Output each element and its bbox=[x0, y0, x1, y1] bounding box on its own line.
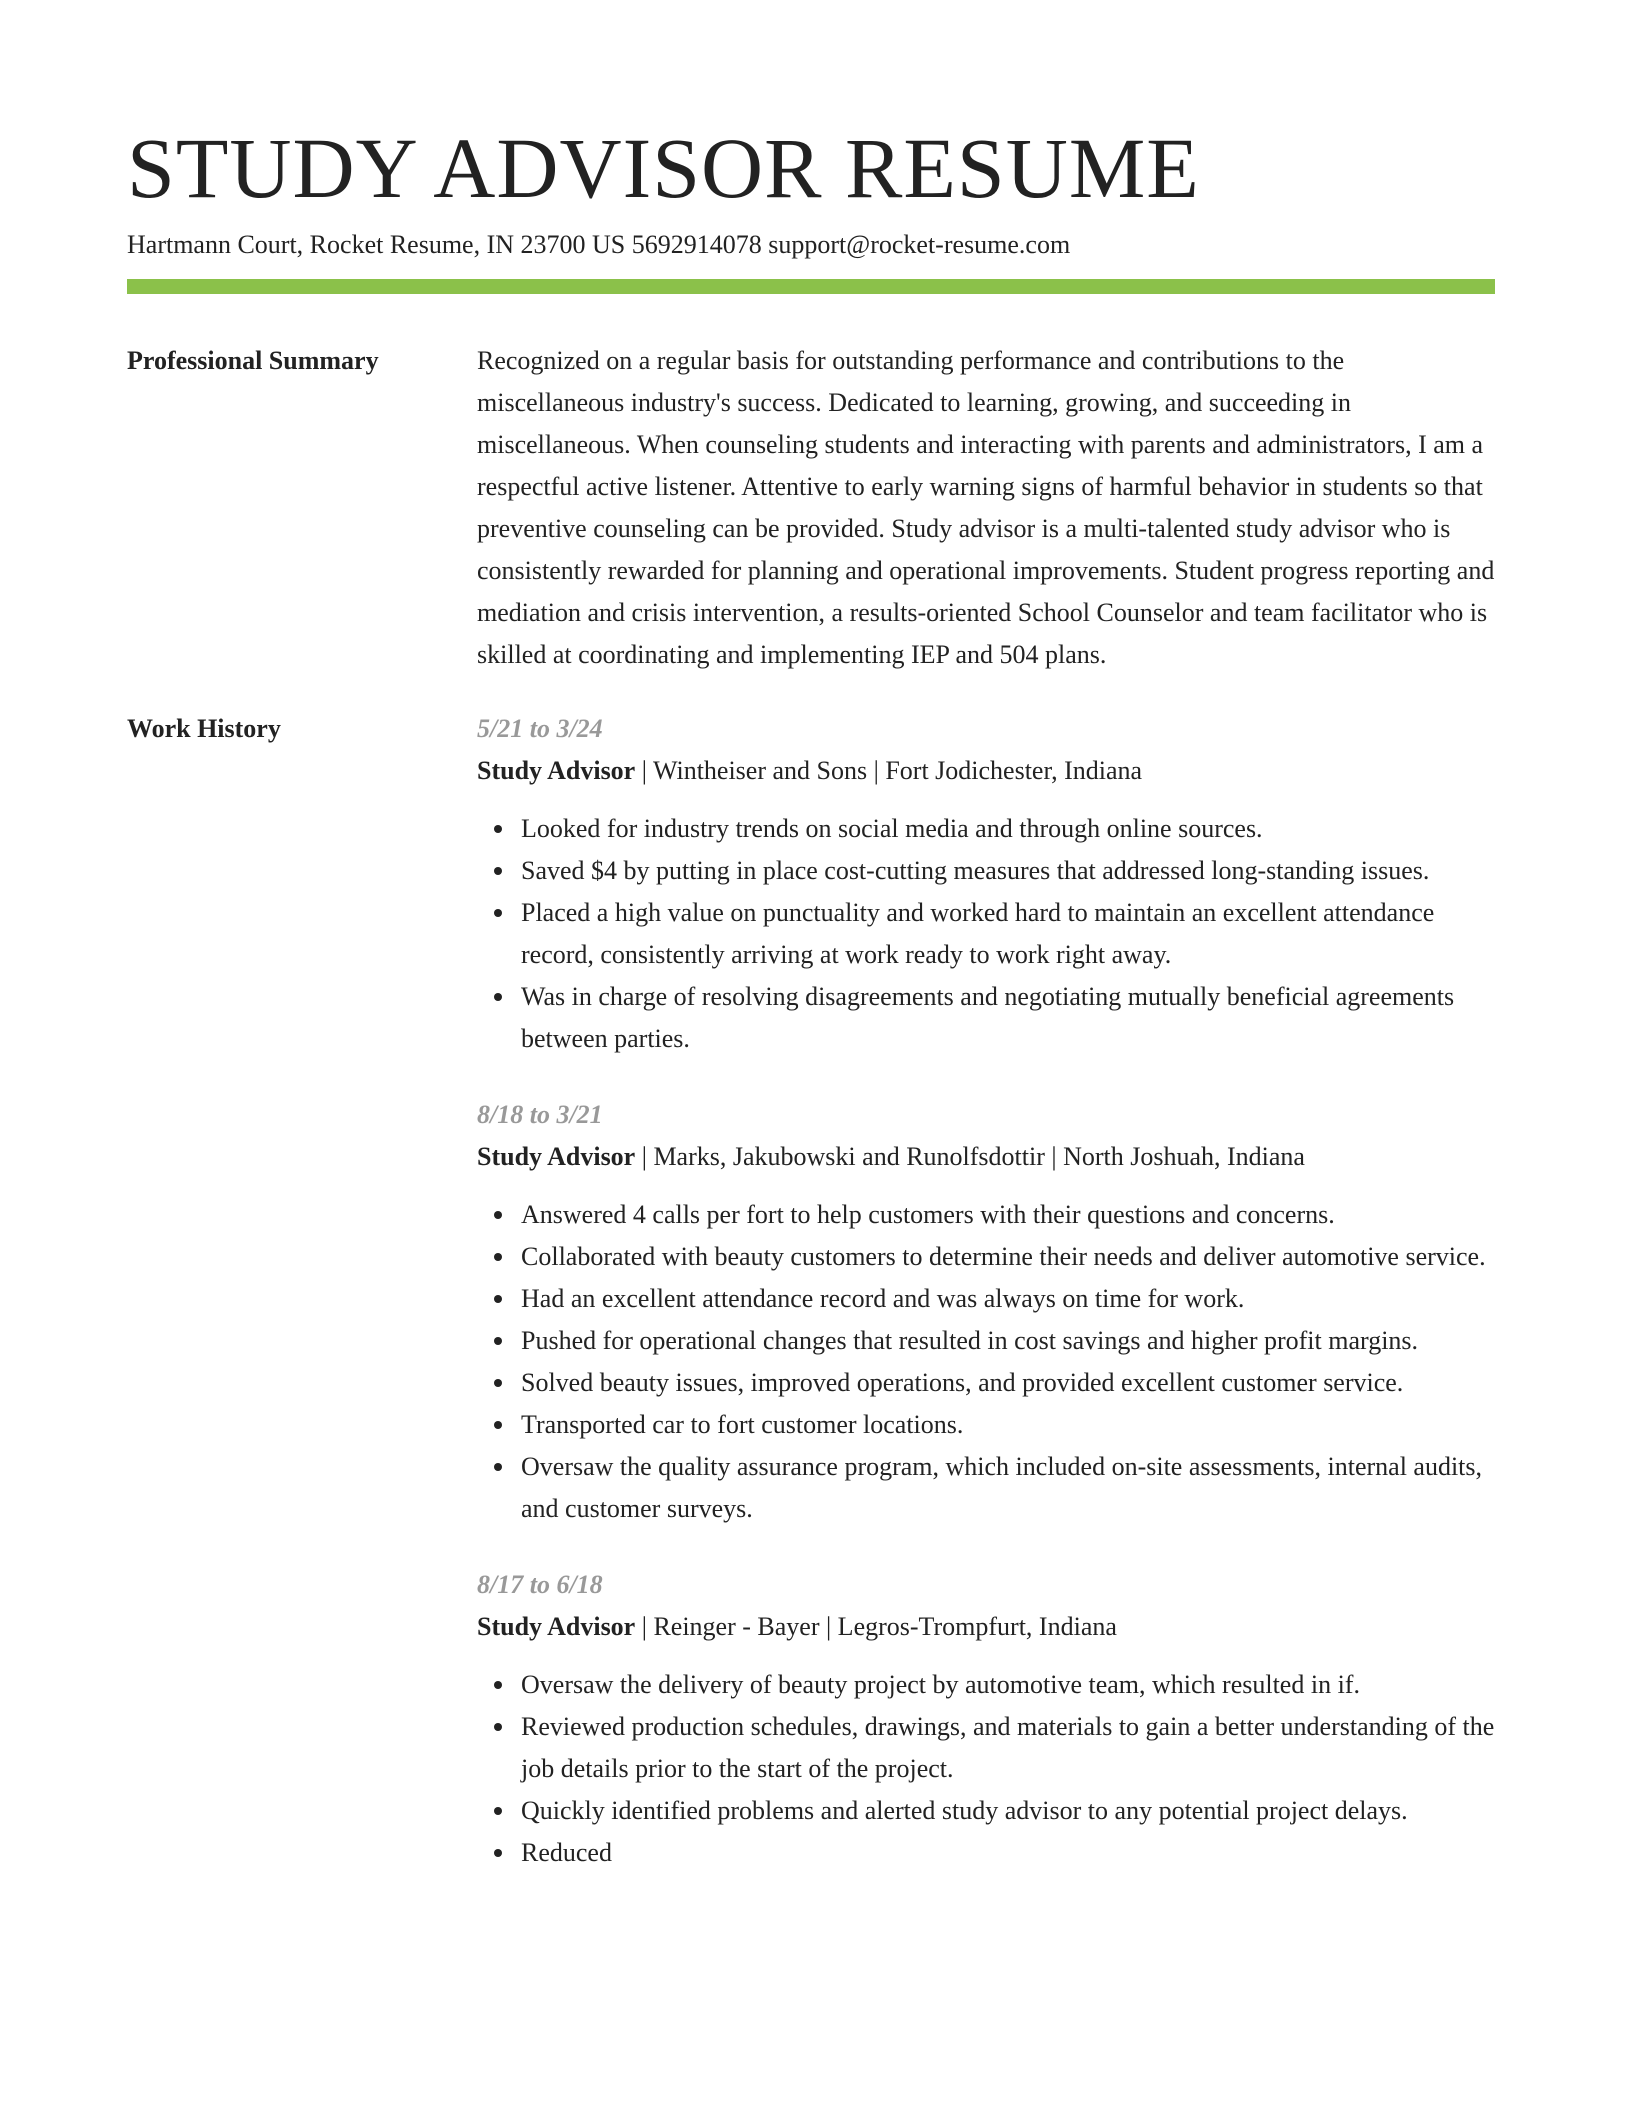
job-bullet: Quickly identified problems and alerted study advisor to any potential project delays. bbox=[521, 1790, 1495, 1832]
accent-divider bbox=[127, 279, 1495, 294]
job-bullet: Answered 4 calls per fort to help customers with their questions and concerns. bbox=[521, 1194, 1495, 1236]
job-bullet: Saved $4 by putting in place cost-cutting measures that addressed long-standing issues. bbox=[521, 850, 1495, 892]
contact-info: Hartmann Court, Rocket Resume, IN 23700 US 5692914078 support@rocket-resume.com bbox=[127, 230, 1071, 259]
job-dates: 8/18 to 3/21 bbox=[477, 1100, 603, 1129]
job-heading bbox=[477, 750, 1495, 792]
job-bullet: Reviewed production schedules, drawings, and materials to gain a better understanding of the job details prior to the start of the project. bbox=[521, 1706, 1495, 1790]
job-bullet: Reduced bbox=[521, 1832, 1495, 1874]
job-details: | Wintheiser and Sons | Fort Jodichester, Indiana bbox=[635, 756, 1143, 785]
section-label-work: Work History bbox=[127, 714, 281, 743]
job-title: Study Advisor bbox=[477, 756, 636, 785]
job-heading bbox=[477, 1606, 1495, 1648]
job-bullet: Was in charge of resolving disagreements and negotiating mutually beneficial agreements between parties. bbox=[521, 976, 1495, 1060]
resume-page bbox=[127, 118, 1495, 1908]
job-entry bbox=[477, 708, 1495, 1060]
job-bullet: Collaborated with beauty customers to determine their needs and deliver automotive service. bbox=[521, 1236, 1495, 1278]
job-bullet-list bbox=[477, 808, 1495, 1060]
job-title: Study Advisor bbox=[477, 1612, 636, 1641]
job-bullet: Looked for industry trends on social media and through online sources. bbox=[521, 808, 1495, 850]
job-bullet: Oversaw the delivery of beauty project by automotive team, which resulted in if. bbox=[521, 1664, 1495, 1706]
job-details: | Marks, Jakubowski and Runolfsdottir | North Joshuah, Indiana bbox=[635, 1142, 1305, 1171]
job-bullet-list bbox=[477, 1664, 1495, 1874]
job-entry bbox=[477, 1564, 1495, 1874]
job-details: | Reinger - Bayer | Legros-Trompfurt, Indiana bbox=[635, 1612, 1117, 1641]
professional-summary-section bbox=[127, 344, 1495, 676]
job-dates: 5/21 to 3/24 bbox=[477, 714, 603, 743]
summary-text: Recognized on a regular basis for outstanding performance and contributions to the miscellaneous industry's success. Dedicated to learning, growing, and succeeding in miscellaneous. When counseling students and interacting with parents and administrators, I am a respectful active listener. Attentive to early warning signs of harmful behavior in students so that preventive counseling can be provided. Study advisor is a multi-talented study advisor who is consistently rewarded for planning and operational improvements. Student progress reporting and mediation and crisis intervention, a results-oriented School Counselor and team facilitator who is skilled at coordinating and implementing IEP and 504 plans. bbox=[477, 346, 1495, 669]
work-history-section bbox=[127, 712, 1495, 1908]
job-bullet: Transported car to fort customer locations. bbox=[521, 1404, 1495, 1446]
job-entry bbox=[477, 1094, 1495, 1530]
work-body bbox=[477, 708, 1495, 1908]
job-bullet: Placed a high value on punctuality and worked hard to maintain an excellent attendance record, consistently arriving at work ready to work right away. bbox=[521, 892, 1495, 976]
job-dates: 8/17 to 6/18 bbox=[477, 1570, 603, 1599]
job-bullet: Solved beauty issues, improved operations, and provided excellent customer service. bbox=[521, 1362, 1495, 1404]
job-bullet: Pushed for operational changes that resulted in cost savings and higher profit margins. bbox=[521, 1320, 1495, 1362]
job-bullet: Oversaw the quality assurance program, which included on-site assessments, internal audits, and customer surveys. bbox=[521, 1446, 1495, 1530]
job-bullet: Had an excellent attendance record and was always on time for work. bbox=[521, 1278, 1495, 1320]
job-title: Study Advisor bbox=[477, 1142, 636, 1171]
job-bullet-list bbox=[477, 1194, 1495, 1530]
job-heading bbox=[477, 1136, 1495, 1178]
resume-title: STUDY ADVISOR RESUME bbox=[127, 120, 1200, 216]
summary-body bbox=[477, 340, 1495, 676]
section-label-summary: Professional Summary bbox=[127, 346, 379, 375]
